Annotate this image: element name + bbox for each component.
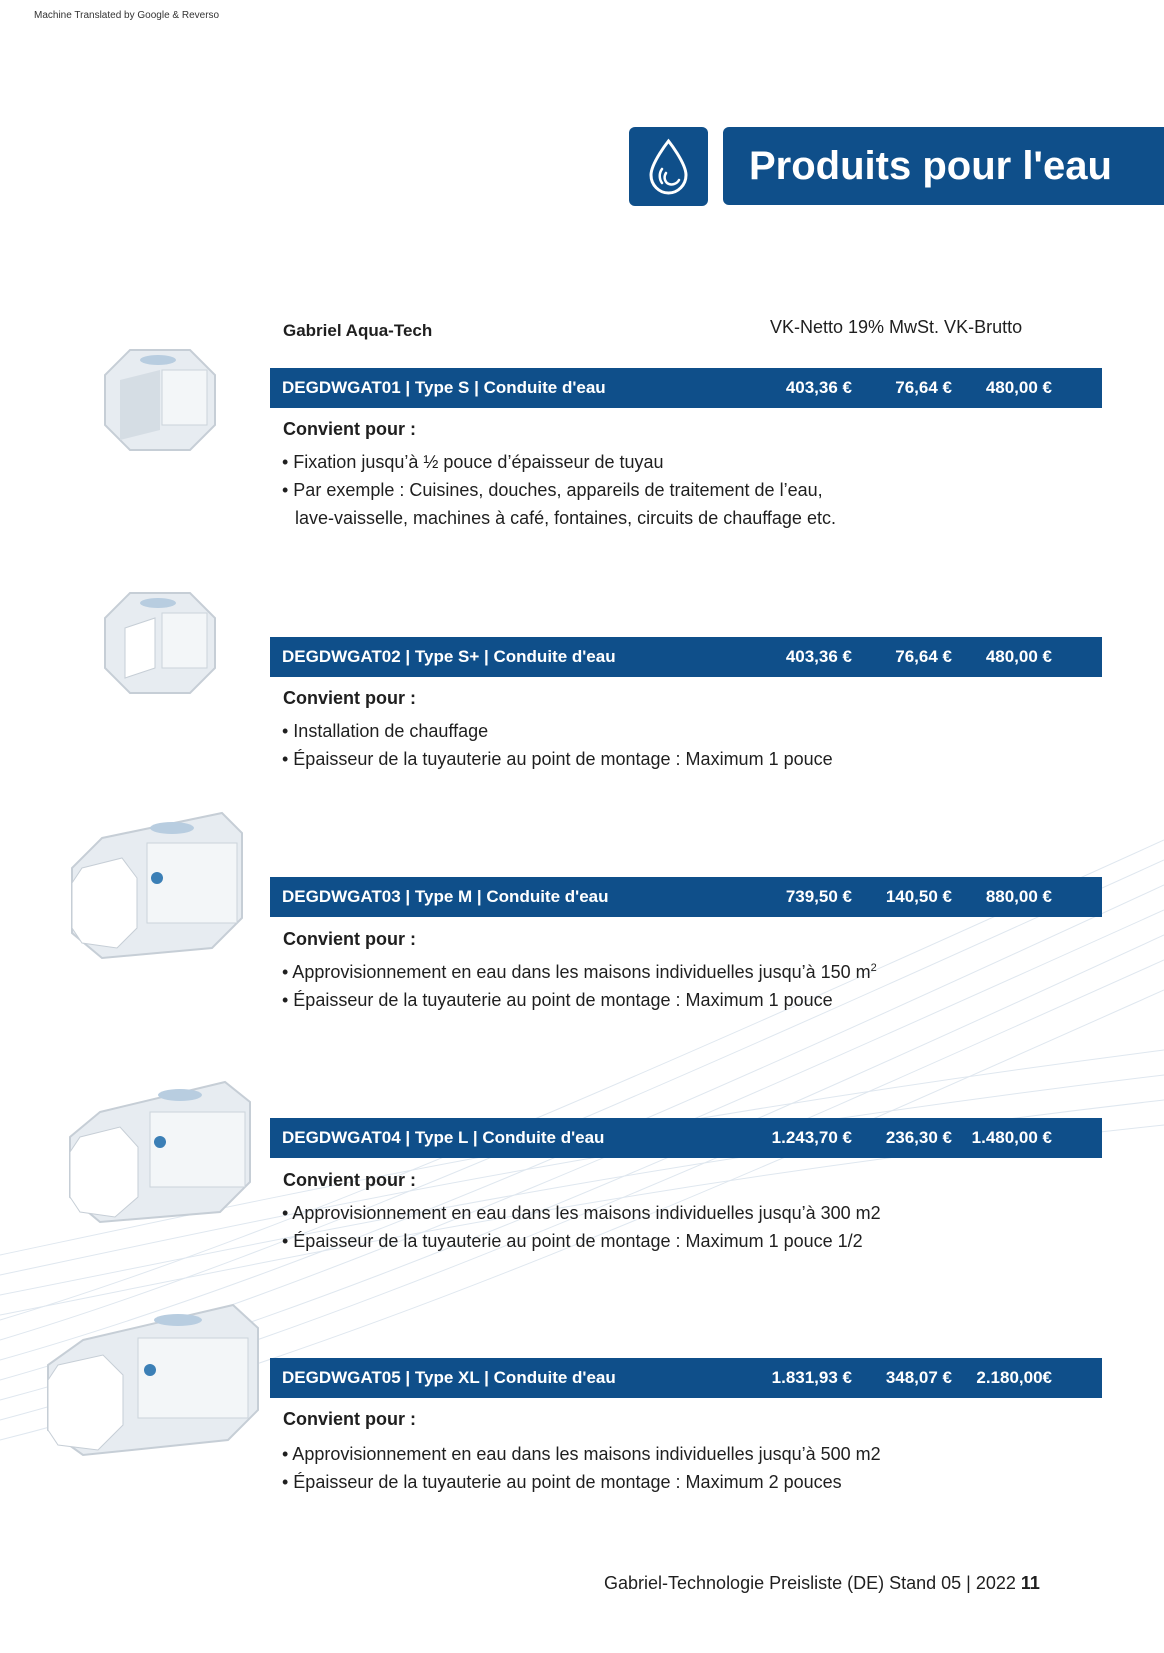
- price-gross: 2.180,00€: [976, 1368, 1052, 1387]
- water-drop-icon: [629, 127, 708, 206]
- suits-label: Convient pour :: [283, 688, 416, 708]
- bullet-item: • Épaisseur de la tuyauterie au point de montage : Maximum 1 pouce: [282, 990, 833, 1010]
- bullet-item: [282, 958, 877, 986]
- product-bullets: [282, 717, 833, 773]
- product-bar-type-m: [270, 877, 1102, 917]
- price-column-header: VK-Netto 19% MwSt. VK-Brutto: [770, 317, 1023, 337]
- product-bullets: [282, 1199, 881, 1255]
- price-net: 403,36 €: [785, 647, 852, 666]
- price-net: 1.831,93 €: [771, 1368, 852, 1387]
- price-gross: 480,00 €: [985, 647, 1052, 666]
- superscript: 2: [870, 962, 877, 974]
- brand-name: Gabriel Aqua-Tech: [283, 321, 433, 340]
- price-vat: 76,64 €: [895, 647, 952, 666]
- price-vat: 76,64 €: [895, 378, 952, 397]
- bullet-item: • Épaisseur de la tuyauterie au point de montage : Maximum 1 pouce 1/2: [282, 1231, 863, 1251]
- footer-text: Gabriel-Technologie Preisliste (DE) Stand 05 | 2022: [604, 1573, 1016, 1593]
- bullet-item: • Approvisionnement en eau dans les maisons individuelles jusqu’à 300 m2: [282, 1203, 881, 1223]
- bullet-item: • Épaisseur de la tuyauterie au point de montage : Maximum 1 pouce: [282, 749, 833, 769]
- product-image-type-s: [100, 340, 220, 460]
- price-gross: 1.480,00 €: [971, 1128, 1052, 1147]
- suits-label: Convient pour :: [283, 1170, 416, 1190]
- page-number: 11: [1020, 1573, 1040, 1593]
- bullet-item: • Épaisseur de la tuyauterie au point de montage : Maximum 2 pouces: [282, 1472, 842, 1492]
- bullet-item: • Installation de chauffage: [282, 721, 489, 741]
- suits-label: Convient pour :: [283, 1409, 416, 1429]
- page-footer: [604, 1573, 1040, 1594]
- price-vat: 236,30 €: [885, 1128, 952, 1147]
- product-bullets: [282, 448, 836, 532]
- product-bullets: [282, 958, 877, 1014]
- price-gross: 880,00 €: [985, 887, 1052, 906]
- page-title: Produits pour l'eau: [723, 127, 1164, 205]
- price-net: 1.243,70 €: [771, 1128, 852, 1147]
- product-image-type-m: [62, 808, 247, 963]
- product-name: DEGDWGAT03 | Type M | Conduite d'eau: [282, 887, 609, 906]
- product-name: DEGDWGAT05 | Type XL | Conduite d'eau: [282, 1368, 616, 1387]
- bullet-item: lave-vaisselle, machines à café, fontaines, circuits de chauffage etc.: [295, 508, 836, 528]
- product-bar-type-xl: [270, 1358, 1102, 1398]
- product-bar-type-l: [270, 1118, 1102, 1158]
- product-bar-type-s-plus: [270, 637, 1102, 677]
- product-name: DEGDWGAT02 | Type S+ | Conduite d'eau: [282, 647, 616, 666]
- bullet-text: • Approvisionnement en eau dans les maisons individuelles jusqu’à 150 m: [282, 962, 871, 982]
- suits-label: Convient pour :: [283, 929, 416, 949]
- product-image-type-l: [60, 1077, 255, 1227]
- product-image-type-xl: [38, 1300, 263, 1460]
- price-vat: 348,07 €: [885, 1368, 952, 1387]
- bullet-item: • Approvisionnement en eau dans les maisons individuelles jusqu’à 500 m2: [282, 1444, 881, 1464]
- bullet-item: • Fixation jusqu’à ½ pouce d’épaisseur de tuyau: [282, 452, 664, 472]
- product-bullets: [282, 1440, 881, 1496]
- price-net: 403,36 €: [785, 378, 852, 397]
- price-net: 739,50 €: [785, 887, 852, 906]
- translation-note: Machine Translated by Google & Reverso: [34, 10, 220, 21]
- product-name: DEGDWGAT04 | Type L | Conduite d'eau: [282, 1128, 605, 1147]
- price-vat: 140,50 €: [885, 887, 952, 906]
- suits-label: Convient pour :: [283, 419, 416, 439]
- product-image-type-s-plus: [100, 583, 220, 703]
- bullet-item: • Par exemple : Cuisines, douches, appareils de traitement de l’eau,: [282, 480, 823, 500]
- product-name: DEGDWGAT01 | Type S | Conduite d'eau: [282, 378, 606, 397]
- price-gross: 480,00 €: [985, 378, 1052, 397]
- product-bar-type-s: [270, 368, 1102, 408]
